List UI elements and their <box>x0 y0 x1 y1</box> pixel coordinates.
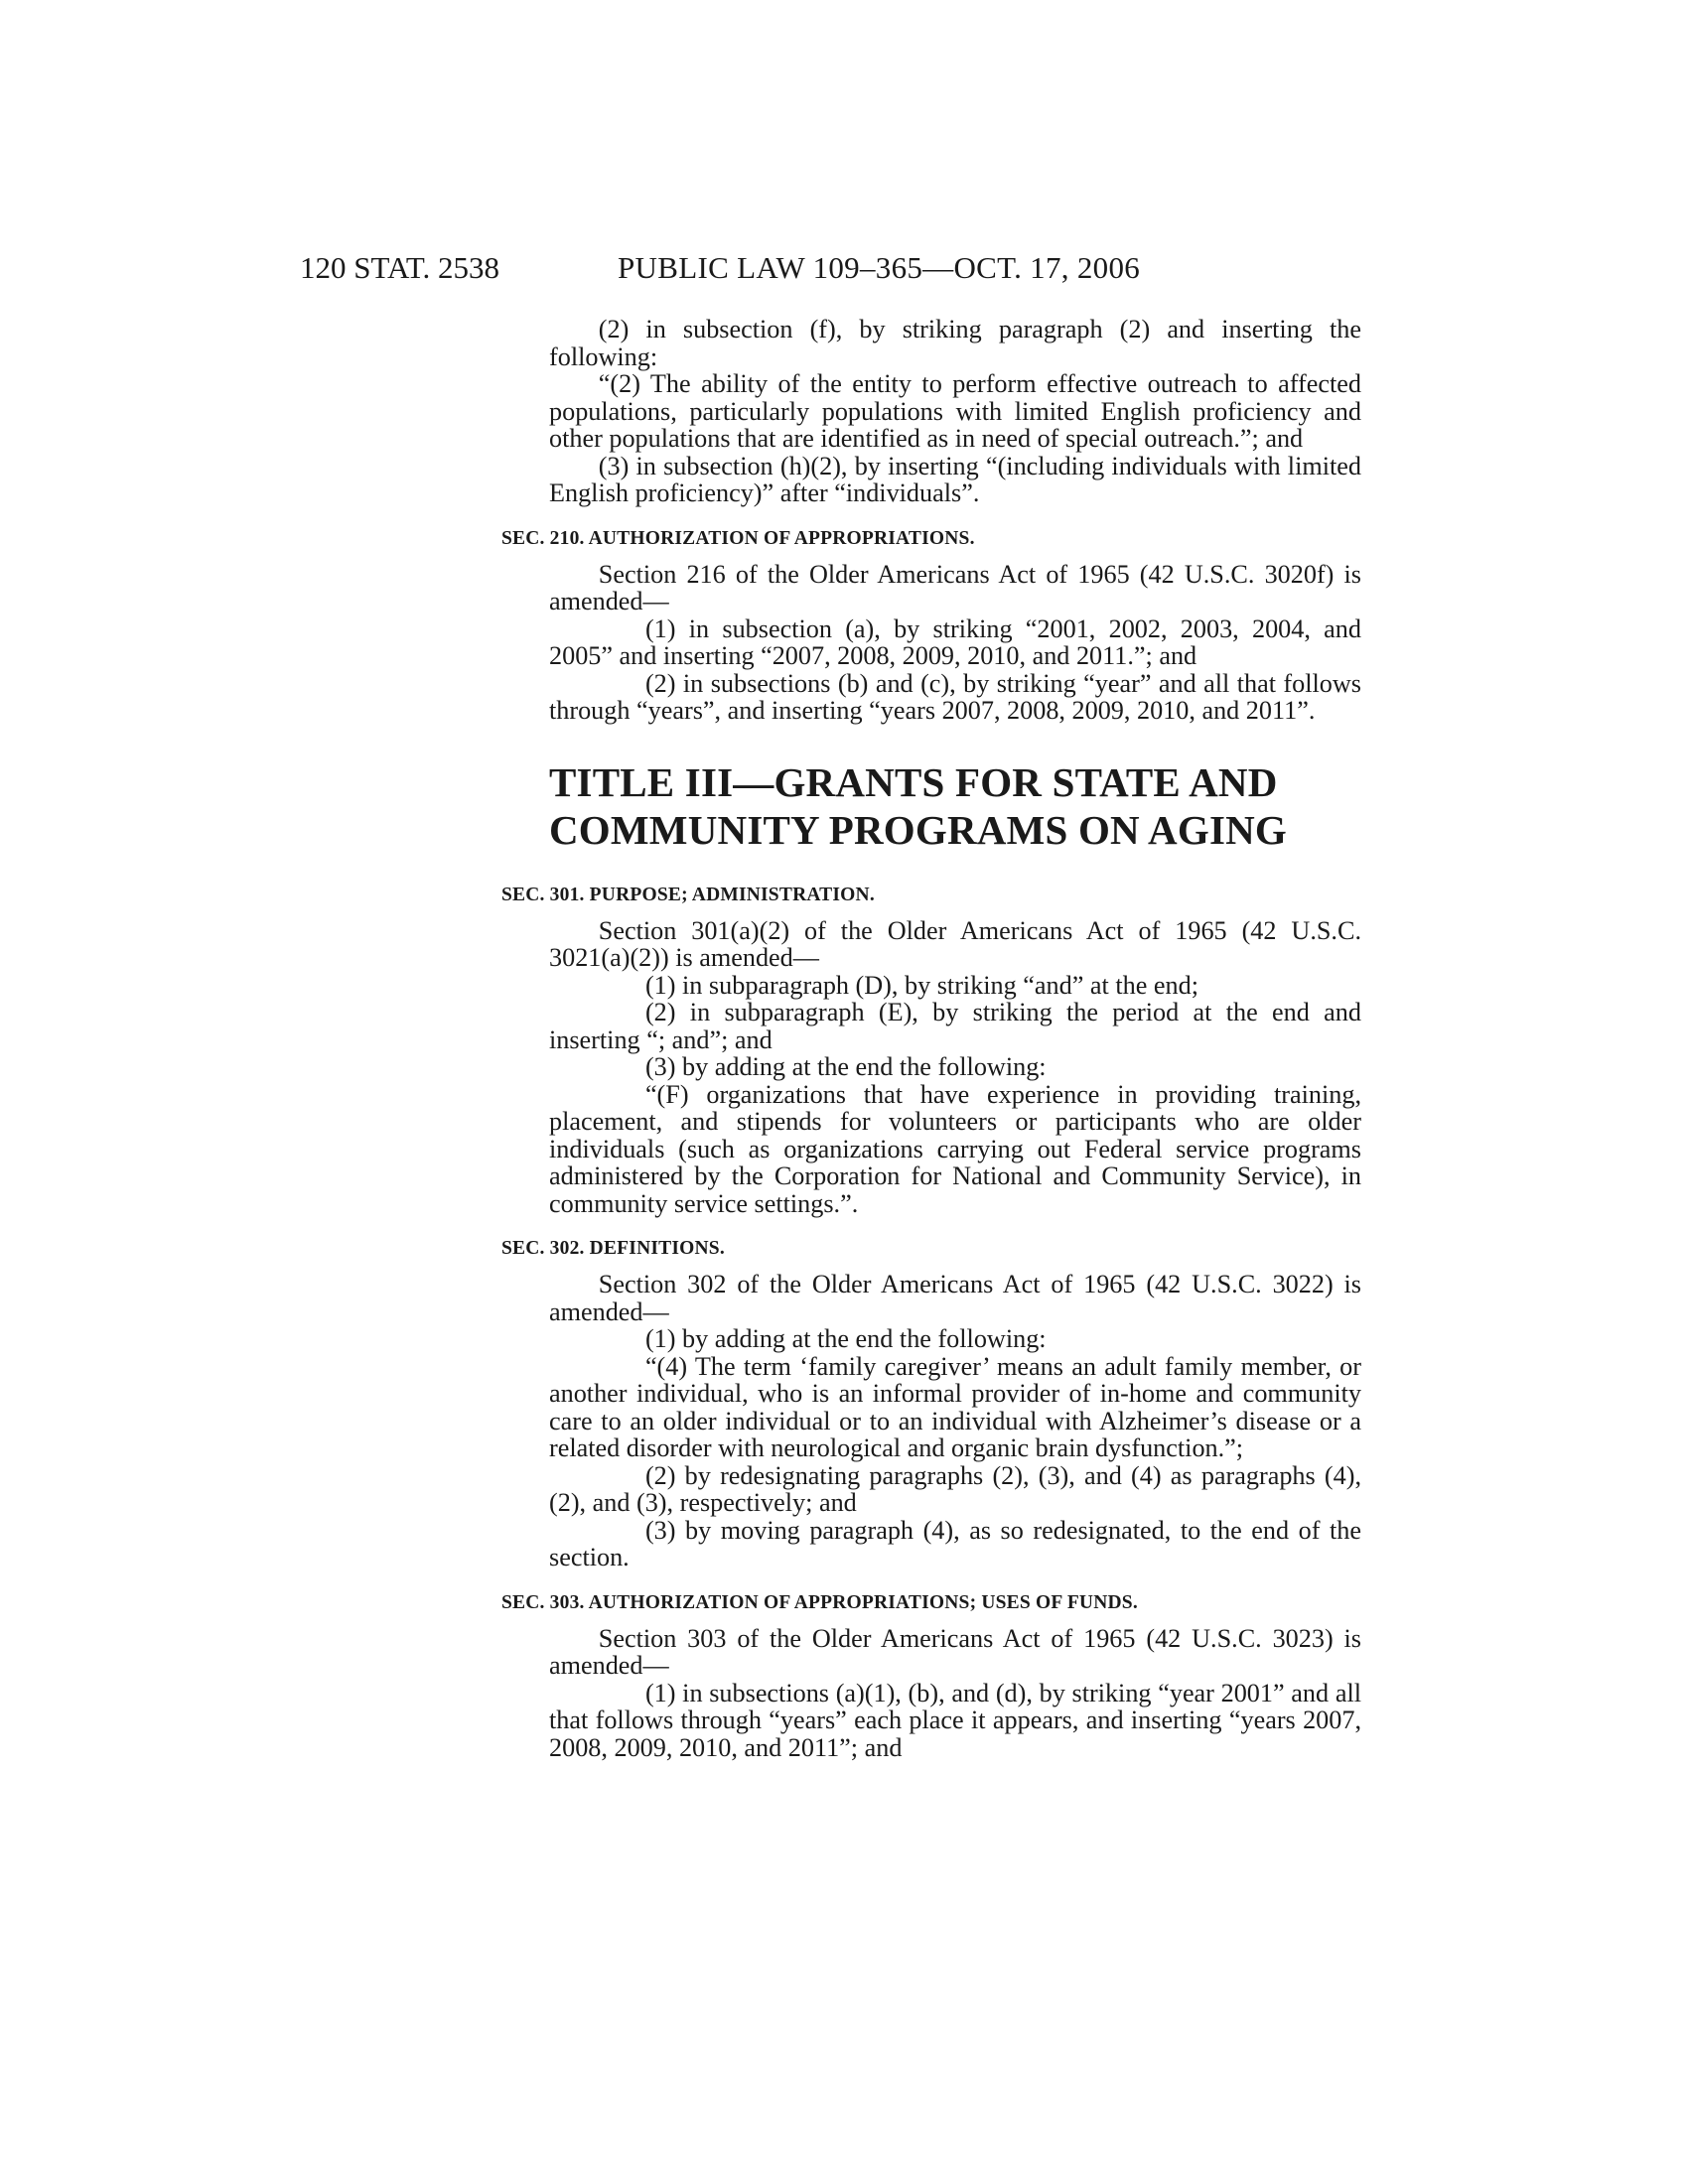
section-302-heading: SEC. 302. DEFINITIONS. <box>501 1238 725 1259</box>
title-iii-heading-line-2: COMMUNITY PROGRAMS ON AGING <box>549 806 1287 853</box>
section-302-item-2: (2) by redesignating paragraphs (2), (3), and (4) as paragraphs (4), (2), and (3), respectively; and <box>549 1460 1361 1517</box>
section-302-item-1: (1) by adding at the end the following: <box>644 1324 1047 1353</box>
paragraph-quoted-outreach: “(2) The ability of the entity to perform effective outreach to affected populations, particularly populations with limited English proficiency and other populations that are identified as in need of special outreach.”; and <box>549 369 1361 453</box>
section-210-heading: SEC. 210. AUTHORIZATION OF APPROPRIATIONS. <box>501 527 975 549</box>
section-210-item-1: (1) in subsection (a), by striking “2001, 2002, 2003, 2004, and 2005” and inserting “2007, 2008, 2009, 2010, and 2011.”; and <box>549 614 1361 670</box>
section-301-intro: Section 301(a)(2) of the Older Americans Act of 1965 (42 U.S.C. 3021(a)(2)) is amended— <box>549 915 1361 972</box>
section-302-quoted-4: “(4) The term ‘family caregiver’ means an adult family member, or another individual, who is an informal provider of in-home and community care to an older individual or to an individual with Alzheimer’s disease or a related disorder with neurological and organic brain dysfunction.”; <box>549 1351 1361 1462</box>
document-body <box>501 315 1361 1762</box>
section-301-item-3: (3) by adding at the end the following: <box>644 1052 1047 1081</box>
section-303-item-1: (1) in subsections (a)(1), (b), and (d), by striking “year 2001” and all that follows through “years” each place it appears, and inserting “years 2007, 2008, 2009, 2010, and 2011”; and <box>549 1678 1361 1762</box>
section-210-intro: Section 216 of the Older Americans Act of 1965 (42 U.S.C. 3020f) is amended— <box>549 559 1361 615</box>
section-301-item-1: (1) in subparagraph (D), by striking “and” at the end; <box>644 970 1198 1000</box>
title-iii-heading-line-1: TITLE III—GRANTS FOR STATE AND <box>549 758 1278 805</box>
section-303-intro: Section 303 of the Older Americans Act of 1965 (42 U.S.C. 3023) is amended— <box>549 1623 1361 1680</box>
section-302-intro: Section 302 of the Older Americans Act of 1965 (42 U.S.C. 3022) is amended— <box>549 1270 1361 1326</box>
title-iii-heading <box>549 758 1361 854</box>
paragraph-subsection-f: (2) in subsection (f), by striking paragraph (2) and inserting the following: <box>549 315 1361 371</box>
section-301-item-2: (2) in subparagraph (E), by striking the period at the end and inserting “; and”; and <box>549 998 1361 1054</box>
section-302-item-3: (3) by moving paragraph (4), as so redesignated, to the end of the section. <box>549 1515 1361 1571</box>
section-303-heading: SEC. 303. AUTHORIZATION OF APPROPRIATIONS; USES OF FUNDS. <box>501 1591 1138 1613</box>
section-210-item-2: (2) in subsections (b) and (c), by striking “year” and all that follows through “years”, and inserting “years 2007, 2008, 2009, 2010, and 2011”. <box>549 668 1361 725</box>
paragraph-subsection-h2: (3) in subsection (h)(2), by inserting “(including individuals with limited English proficiency)” after “individuals”. <box>549 451 1361 507</box>
section-301-heading: SEC. 301. PURPOSE; ADMINISTRATION. <box>501 884 875 905</box>
running-header <box>300 248 1293 288</box>
statute-page-reference: 120 STAT. 2538 <box>300 250 500 285</box>
public-law-reference: PUBLIC LAW 109–365—OCT. 17, 2006 <box>618 250 1141 285</box>
section-301-quoted-f: “(F) organizations that have experience in providing training, placement, and stipends for volunteers or participants who are older individuals (such as organizations carrying out Federal service programs administered by the Corporation for National and Community Service), in community service settings.”. <box>549 1079 1361 1218</box>
